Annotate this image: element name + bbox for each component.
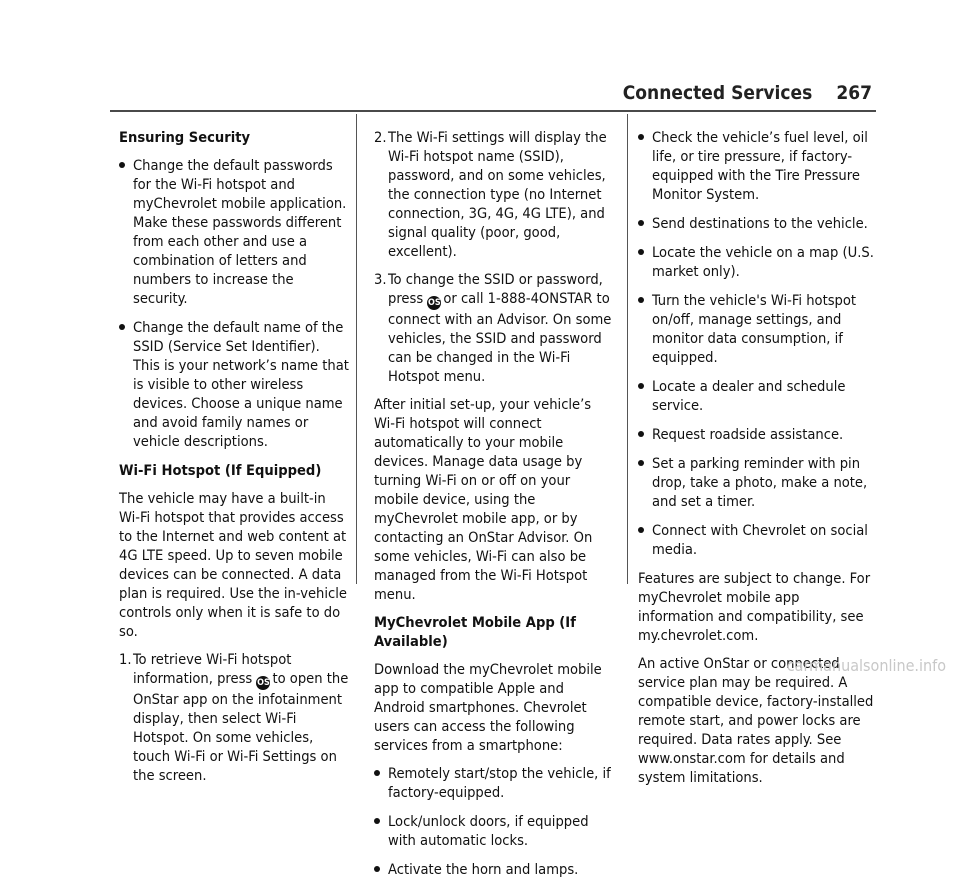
list-item: Locate the vehicle on a map (U.S. market only). [638, 243, 874, 281]
header-rule [110, 110, 876, 112]
onstar-button-icon: OS [428, 298, 441, 308]
bullet-icon [374, 818, 380, 824]
list-item: Locate a dealer and schedule service. [638, 377, 874, 415]
bullet-icon [374, 866, 380, 872]
page-number: 267 [836, 82, 872, 104]
list-item: Turn the vehicle's Wi-Fi hotspot on/off, manage settings, and monitor data consumption, if equipped. [638, 291, 874, 367]
bullet-icon [638, 383, 644, 389]
section-title: Connected Services [622, 82, 813, 104]
bullet-icon [638, 220, 644, 226]
bullet-icon [638, 527, 644, 533]
bullet-icon [374, 770, 380, 776]
bullet-icon [638, 134, 644, 140]
column-divider [356, 114, 357, 584]
list-item: Connect with Chevrolet on social media. [638, 521, 874, 559]
column-divider [627, 114, 628, 584]
step-1: 1. To retrieve Wi-Fi hotspot information, press OS to open the OnStar app on the infotainment display, then select Wi-Fi Hotspot. On some vehicles, touch Wi-Fi or Wi-Fi Settings on the screen. [119, 651, 349, 784]
column-2 [374, 128, 614, 889]
bullet-icon [119, 162, 125, 168]
onstar-app-icon: OS [257, 678, 270, 688]
list-item: Remotely start/stop the vehicle, if factory-equipped. [374, 764, 614, 802]
bullet-icon [638, 297, 644, 303]
bullet-icon [638, 249, 644, 255]
section-heading: MyChevrolet Mobile App (If Available) [374, 614, 576, 650]
watermark: carmanualsonline.info [786, 656, 946, 675]
paragraph: Features are subject to change. For myChevrolet mobile app information and compatibility, see my.chevrolet.com. [638, 570, 871, 644]
paragraph: Download the myChevrolet mobile app to compatible Apple and Android smartphones. Chevrolet users can access the following services from a smartphone: [374, 661, 602, 754]
page-header [623, 84, 872, 106]
section-heading: Ensuring Security [119, 129, 251, 146]
list-item: Request roadside assistance. [638, 425, 874, 444]
paragraph: After initial set-up, your vehicle’s Wi-Fi hotspot will connect automatically to your mobile devices. Manage data usage by turning Wi-Fi on or off on your mobile device, using the myChevrolet mobile app, or by contacting an OnStar Advisor. On some vehicles, Wi-Fi can also be managed from the Wi-Fi Hotspot menu. [374, 396, 593, 603]
section-heading: Wi-Fi Hotspot (If Equipped) [119, 462, 322, 479]
list-item: Set a parking reminder with pin drop, take a photo, make a note, and set a timer. [638, 454, 874, 511]
list-item: Send destinations to the vehicle. [638, 214, 874, 233]
bullet-icon [119, 324, 125, 330]
column-1 [119, 128, 349, 794]
column-3 [638, 128, 874, 796]
list-item: Lock/unlock doors, if equipped with automatic locks. [374, 812, 614, 850]
bullet-icon [638, 431, 644, 437]
paragraph: The vehicle may have a built-in Wi-Fi hotspot that provides access to the Internet and web content at 4G LTE speed. Up to seven mobile devices can be connected. A data plan is required. Use the in-vehicle controls only when it is safe to do so. [119, 490, 347, 640]
bullet-icon [638, 460, 644, 466]
list-item: Change the default passwords for the Wi-Fi hotspot and myChevrolet mobile application. Make these passwords different from each other and use a combination of letters and numbers to increase the security. [119, 156, 349, 308]
step-3: 3. To change the SSID or password, press OS or call 1-888-4ONSTAR to connect with an Advisor. On some vehicles, the SSID and password can be changed in the Wi-Fi Hotspot menu. [374, 271, 612, 385]
step-2: 2. The Wi-Fi settings will display the Wi-Fi hotspot name (SSID), password, and on some vehicles, the connection type (no Internet connection, 3G, 4G, 4G LTE), and signal quality (poor, good, excellent). [374, 129, 607, 260]
list-item: Change the default name of the SSID (Service Set Identifier). This is your network’s name that is visible to other wireless devices. Choose a unique name and avoid family names or vehicle descriptions. [119, 318, 349, 451]
paragraph: An active OnStar or connected service plan may be required. A compatible device, factory-installed remote start, and power locks are required. Data rates apply. See www.onstar.com for details and system limitations. [638, 655, 874, 786]
list-item: Activate the horn and lamps. [374, 860, 614, 879]
list-item: Check the vehicle’s fuel level, oil life, or tire pressure, if factory-equipped with the Tire Pressure Monitor System. [638, 128, 874, 204]
